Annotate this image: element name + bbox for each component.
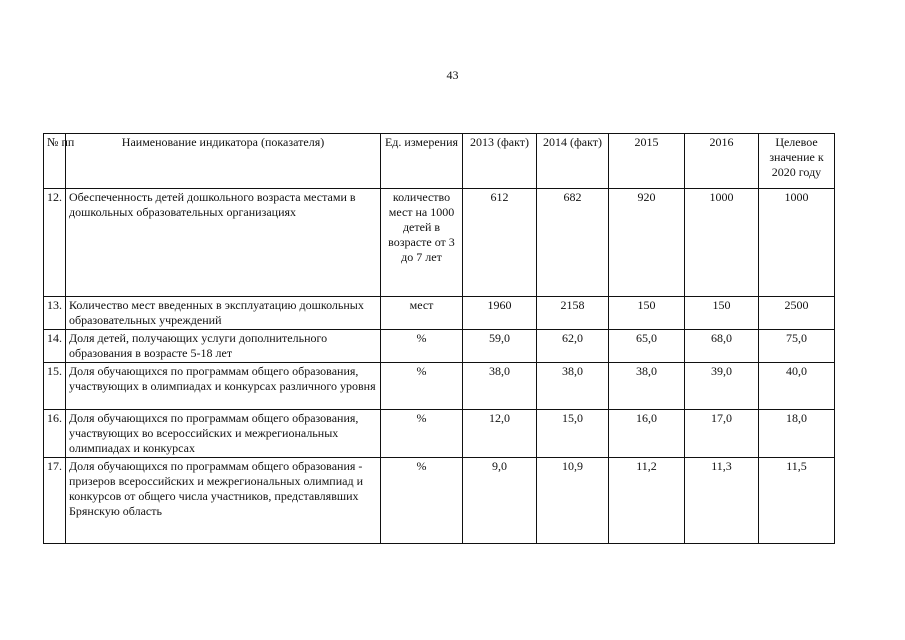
value-2013: 1960: [463, 297, 537, 330]
header-2015: 2015: [609, 134, 685, 189]
unit-cell: количество мест на 1000 детей в возрасте от 3 до 7 лет: [381, 189, 463, 297]
indicator-name: Доля детей, получающих услуги дополнительного образования в возрасте 5-18 лет: [66, 330, 381, 363]
indicator-name: Доля обучающихся по программам общего образования, участвующих в олимпиадах и конкурсах различного уровня: [66, 363, 381, 410]
value-target: 75,0: [759, 330, 835, 363]
header-2013: 2013 (факт): [463, 134, 537, 189]
value-2016: 17,0: [685, 410, 759, 458]
table-row: [44, 297, 835, 330]
value-2016: 68,0: [685, 330, 759, 363]
value-2014: 2158: [537, 297, 609, 330]
table-row: [44, 410, 835, 458]
table-row: [44, 363, 835, 410]
table-header-row: [44, 134, 835, 189]
value-target: 40,0: [759, 363, 835, 410]
row-number: 14.: [44, 330, 66, 363]
value-2014: 10,9: [537, 458, 609, 544]
value-2014: 38,0: [537, 363, 609, 410]
unit-cell: мест: [381, 297, 463, 330]
value-2013: 9,0: [463, 458, 537, 544]
value-2015: 16,0: [609, 410, 685, 458]
table-row: [44, 189, 835, 297]
page-number: 43: [446, 68, 459, 82]
indicator-name: Доля обучающихся по программам общего образования - призеров всероссийских и межрегиональных олимпиад и конкурсов от общего числа участников, представлявших Брянскую область: [66, 458, 381, 544]
value-2016: 1000: [685, 189, 759, 297]
value-2015: 11,2: [609, 458, 685, 544]
value-2014: 62,0: [537, 330, 609, 363]
table-row: [44, 330, 835, 363]
row-number: 17.: [44, 458, 66, 544]
value-target: 1000: [759, 189, 835, 297]
unit-cell: %: [381, 363, 463, 410]
header-no: № пп: [44, 134, 66, 189]
value-2014: 682: [537, 189, 609, 297]
header-unit: Ед. измерения: [381, 134, 463, 189]
header-2014: 2014 (факт): [537, 134, 609, 189]
row-number: 15.: [44, 363, 66, 410]
value-2013: 612: [463, 189, 537, 297]
value-target: 18,0: [759, 410, 835, 458]
value-2014: 15,0: [537, 410, 609, 458]
header-2016: 2016: [685, 134, 759, 189]
row-number: 16.: [44, 410, 66, 458]
indicator-name: Обеспеченность детей дошкольного возраста местами в дошкольных образовательных организациях: [66, 189, 381, 297]
indicators-table: [43, 133, 835, 544]
indicator-name: Доля обучающихся по программам общего образования, участвующих во всероссийских и межрегиональных олимпиадах и конкурсах: [66, 410, 381, 458]
value-2013: 12,0: [463, 410, 537, 458]
value-target: 2500: [759, 297, 835, 330]
value-2016: 39,0: [685, 363, 759, 410]
value-2015: 65,0: [609, 330, 685, 363]
value-2015: 38,0: [609, 363, 685, 410]
unit-cell: %: [381, 410, 463, 458]
table-row: [44, 458, 835, 544]
indicator-name: Количество мест введенных в эксплуатацию дошкольных образовательных учреждений: [66, 297, 381, 330]
value-2016: 150: [685, 297, 759, 330]
value-target: 11,5: [759, 458, 835, 544]
unit-cell: %: [381, 330, 463, 363]
unit-cell: %: [381, 458, 463, 544]
row-number: 12.: [44, 189, 66, 297]
value-2016: 11,3: [685, 458, 759, 544]
header-name: Наименование индикатора (показателя): [66, 134, 381, 189]
value-2015: 920: [609, 189, 685, 297]
value-2013: 59,0: [463, 330, 537, 363]
header-target: Целевое значение к 2020 году: [759, 134, 835, 189]
value-2013: 38,0: [463, 363, 537, 410]
row-number: 13.: [44, 297, 66, 330]
value-2015: 150: [609, 297, 685, 330]
